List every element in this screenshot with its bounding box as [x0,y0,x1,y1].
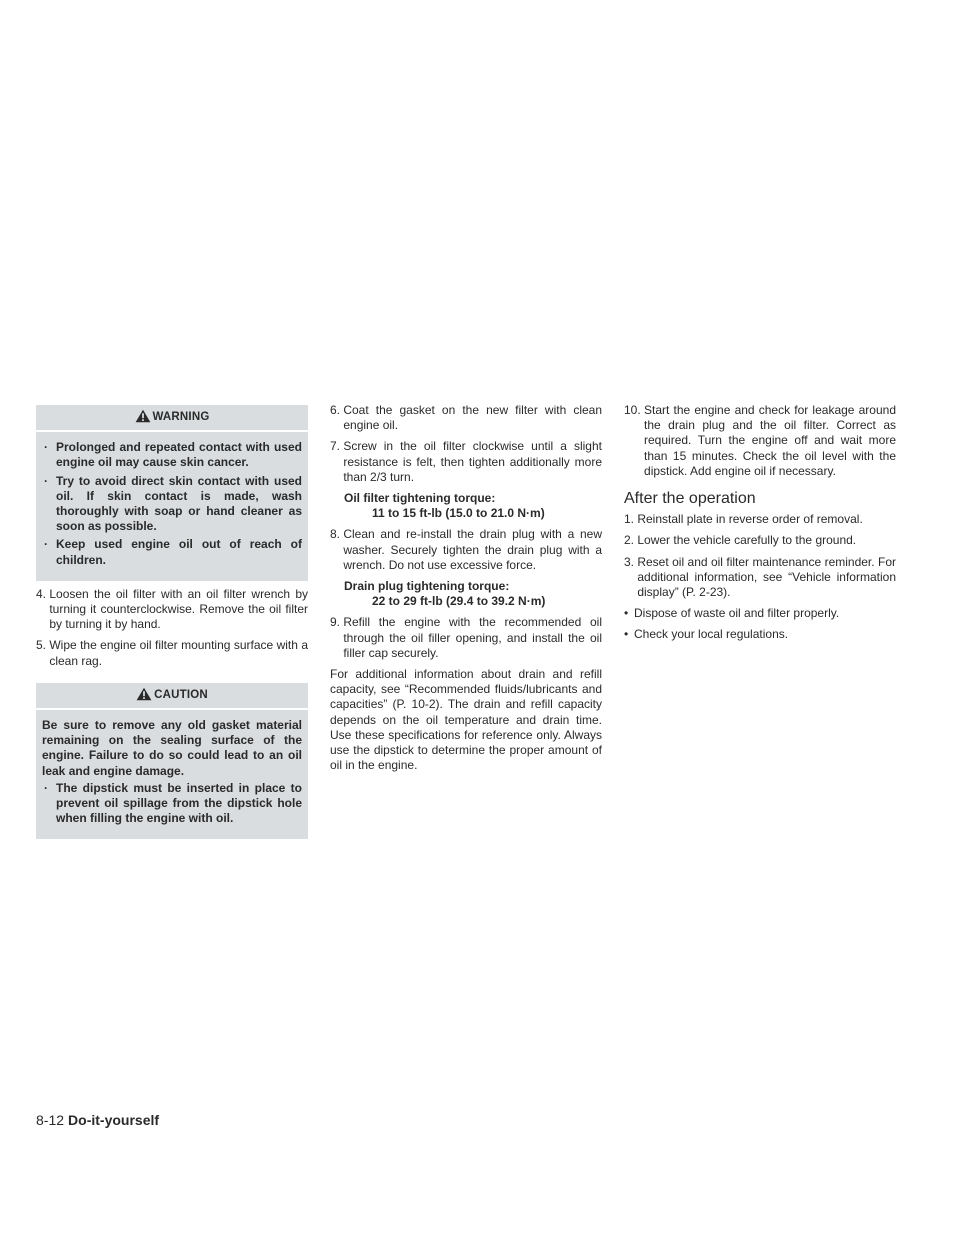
list-item: • Dispose of waste oil and filter properly. [624,606,840,621]
step-6: 6. Coat the gasket on the new filter with clean engine oil. [330,403,602,433]
caution-box [36,683,308,840]
step-5: 5. Wipe the engine oil filter mounting surface with a clean rag. [36,638,308,668]
step-10: 10. Start the engine and check for leakage around the drain plug and the oil filter. Correct as required. Turn the engine off and wait more than 15 minutes. Check the oil level with the dipstick. Add engine oil if necessary. [624,403,896,478]
warning-icon [135,409,151,423]
warning-item: · Prolonged and repeated contact with used engine oil may cause skin cancer. [44,440,302,470]
step-9: 9. Refill the engine with the recommended oil through the oil filler opening, and install the oil filler cap securely. [330,615,602,660]
warning-item: · Keep used engine oil out of reach of children. [44,537,302,567]
page-footer [36,1112,159,1128]
column-right [624,403,896,643]
additional-info: For additional information about drain and refill capacity, see “Recommended fluids/lubricants and capacities” (P. 10-2). The drain and refill capacity depends on the oil temperature and drain time. Use these specifications for reference only. Always use the dipstick to determine the proper amount of oil in the engine. [330,667,602,773]
warning-header [36,405,308,432]
drain-plug-torque: Drain plug tightening torque: 22 to 29 ft-lb (29.4 to 39.2 N·m) [344,579,546,609]
section-title: After the operation [624,490,756,508]
column-left [36,405,308,839]
page-number: 8-12 [36,1112,65,1128]
list-item: • Check your local regulations. [624,627,789,642]
caution-item: · The dipstick must be inserted in place to prevent oil spillage from the dipstick hole when filling the engine with oil. [44,780,302,826]
column-middle [330,403,602,773]
step-4: 4. Loosen the oil filter with an oil filter wrench by turning it counterclockwise. Remove the oil filter by turning it by hand. [36,586,308,632]
warning-title: WARNING [152,411,210,423]
warning-box [36,405,308,581]
caution-icon [136,687,152,701]
after-step-3: 3. Reset oil and oil filter maintenance reminder. For additional information, see “Vehicle information display” (P. 2-23). [624,554,896,600]
step-7: 7. Screw in the oil filter clockwise until a slight resistance is felt, then tighten additionally more than 2/3 turn. [330,439,602,484]
step-8: 8. Clean and re-install the drain plug with a new washer. Securely tighten the drain plug with a wrench. Do not use excessive force. [330,527,602,572]
caution-title: CAUTION [154,688,208,701]
after-step-1: 1. Reinstall plate in reverse order of removal. [624,512,863,527]
caution-text: Be sure to remove any old gasket material remaining on the sealing surface of the engine. Failure to do so could lead to an oil leak and engine damage. [42,718,302,778]
section-name: Do-it-yourself [68,1112,160,1128]
caution-header [36,683,308,710]
after-step-2: 2. Lower the vehicle carefully to the ground. [624,533,857,548]
warning-item: · Try to avoid direct skin contact with used oil. If skin contact is made, wash thoroughly with soap or hand cleaner as soon as possible. [44,473,302,534]
oil-filter-torque: Oil filter tightening torque: 11 to 15 ft-lb (15.0 to 21.0 N·m) [344,491,545,521]
